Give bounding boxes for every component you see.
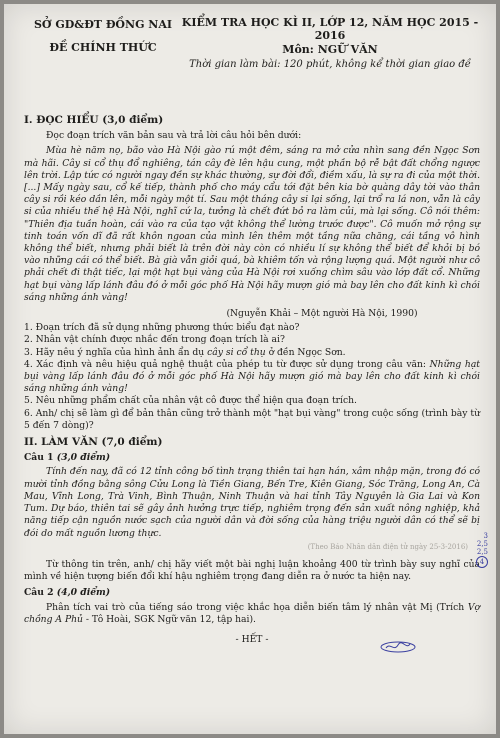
cau2-suffix: - Tô Hoài, SGK Ngữ văn 12, tập hai). [82,613,256,625]
header-left [18,18,188,64]
cau1-task: Từ thông tin trên, anh/ chị hãy viết một bài nghị luận khoảng 400 từ trình bày suy nghĩ của mình về hiện tượng biến đổi khí hậu nghiêm trọng đang diễn ra ở nước ta hiện nay. [24,558,480,583]
margin-mark: 2,5 [476,548,488,556]
question-3-italic: cây si cổ thụ [207,346,266,358]
passage-source: (Nguyễn Khải – Một người Hà Nội, 1990) [226,308,418,320]
cau1-heading [24,452,480,464]
margin-mark: 2,5 [476,540,488,548]
question-2: 2. Nhân vật chính được nhắc đến trong đoạn trích là ai? [24,334,285,346]
question-3-suffix: ở đền Ngọc Sơn. [265,346,346,358]
question-3-prefix: 3. Hãy nêu ý nghĩa của hình ảnh ẩn dụ [24,346,208,358]
header-right [170,16,490,70]
cau2-prefix: Phân tích vai trò của tiếng sáo trong việc khắc họa diễn biến tâm lý nhân vật Mị (Trích [46,601,468,613]
question-6: 6. Anh/ chị sẽ làm gì để bản thân cũng trở thành một "hạt bụi vàng" trong cuộc sống (trình bày từ 5 đến 7 dòng)? [24,407,480,431]
question-4 [24,359,480,396]
part1-heading: I. ĐỌC HIỂU (3,0 điểm) [24,114,164,126]
cau2-heading [24,587,480,599]
question-3 [24,347,480,359]
exam-paper [4,4,496,734]
circled-mark: 4 [476,556,488,568]
cau1-text: Tính đến nay, đã có 12 tỉnh công bố tình trạng thiên tai hạn hán, xâm nhập mặn, trong đó có mười tỉnh đồng bằng sông Cửu Long là Tiền Giang, Bến Tre, Kiên Giang, Sóc Trăng, Long An, Cà Mau, Vĩnh Long, Trà Vinh, Bình Thuận, Ninh Thuận và hai tỉnh Tây Nguyên là Gia Lai và Kon Tum. Dự báo, thiên tai sẽ gây ảnh hưởng trực tiếp, nghiêm trọng đến sản xuất nông nghiệp, khả năng tiếp cận nguồn nước sạch của người dân và đời sống của hàng triệu người dân có thể sẽ bị đói do mất nguồn lương thực. [24,466,480,539]
cau1-points: (3,0 điểm) [53,452,111,464]
question-5: 5. Nêu những phẩm chất của nhân vật cô được thể hiện qua đoạn trích. [24,395,357,407]
question-1: 1. Đoạn trích đã sử dụng những phương thức biểu đạt nào? [24,322,300,334]
department-name: SỞ GD&ĐT ĐỒNG NAI [33,18,173,31]
part1-instruction: Đọc đoạn trích văn bản sau và trả lời câu hỏi bên dưới: [46,130,302,142]
cau2-label: Câu 2 [24,587,54,599]
reading-passage: Mùa hè năm nọ, bão vào Hà Nội gào rú một đêm, sáng ra mở cửa nhìn sang đền Ngọc Sơn mà hãi. Cây si cổ thụ đổ nghiêng, tán cây đè lên hậu cung, một phần bộ rễ bật đất chổng ngược lên trời. Lập tức có người ngay đền sự khác thường, sự đời đổi, điềm xấu, là sự ra đi của một thời. [...] Mấy ngày sau, cổ kế tiếp, thành phố cho máy cẩu tới đặt bên kia bờ quàng dây tời vào thân cây si rồi kéo dần lên, mỗi ngày một tí. Sau một tháng cây si lại sống, lại trổ ra lá non, vẫn là cây si của nhiều thế hệ Hà Nội, nghĩ cứ la, tưởng là chết đứt bỏ ra làm củi, mà lại sống. Cô nói thêm: "Thiên địa tuần hoàn, cái vào ra của tạo vật không thể lường trước được". Cô muốn mở rộng sự tinh toán vốn dĩ đã rất khôn ngoan của mình lên thêm một tầng nữa chăng, cái tầng vô hình không thể biết, nhưng phải biết là trên đời này còn có nhiều lí sự không thể biết để khỏi bị bó vào những cái có thể biết. Bà già vẫn giỏi quá, bà khiêm tốn và rộng lượng quá. Một người như cô phải chết đi thật tiếc, lại một hạt bụi vàng của Hà Nội rơi xuống chìm sâu vào lớp đất cổ. Những hạt bụi vàng lấp lánh đâu đó ở mỗi góc phố Hà Nội hãy mượn gió mà bay lên cho đất kinh kì chói sáng những ánh vàng! [24,145,480,303]
cau2-points: (4,0 điểm) [53,587,111,599]
question-4-quote: Những hạt bụi vàng lấp lánh đâu đó ở mỗi góc phố Hà Nội hãy mượn gió mà bay lên cho đất kinh kì chói sáng những ánh vàng! [24,358,480,395]
cau1-label: Câu 1 [24,452,54,464]
end-mark: - HẾT - [235,633,269,645]
cau2-text [24,602,480,626]
cau1-faint-source: (Theo Báo Nhân dân điện tử ngày 25-3-2016) [307,542,468,551]
cau2-italic: Vợ chồng A Phủ [24,601,480,625]
margin-marks [476,532,488,568]
exam-title: KIỂM TRA HỌC KÌ II, LỚP 12, NĂM HỌC 2015 - 2016 [181,16,479,42]
handwritten-scribble [378,640,418,654]
subject-label: Môn: NGỮ VĂN [282,43,378,56]
margin-mark: 3 [483,532,488,540]
official-label: ĐỀ CHÍNH THỨC [49,41,157,54]
part2-heading: II. LÀM VĂN (7,0 điểm) [24,436,163,449]
question-4-prefix: 4. Xác định và nêu hiệu quả nghệ thuật của phép tu từ được sử dụng trong câu văn: [24,358,430,370]
exam-content [24,114,480,646]
time-note: Thời gian làm bài: 120 phút, không kể thời gian giao đề [189,59,471,70]
